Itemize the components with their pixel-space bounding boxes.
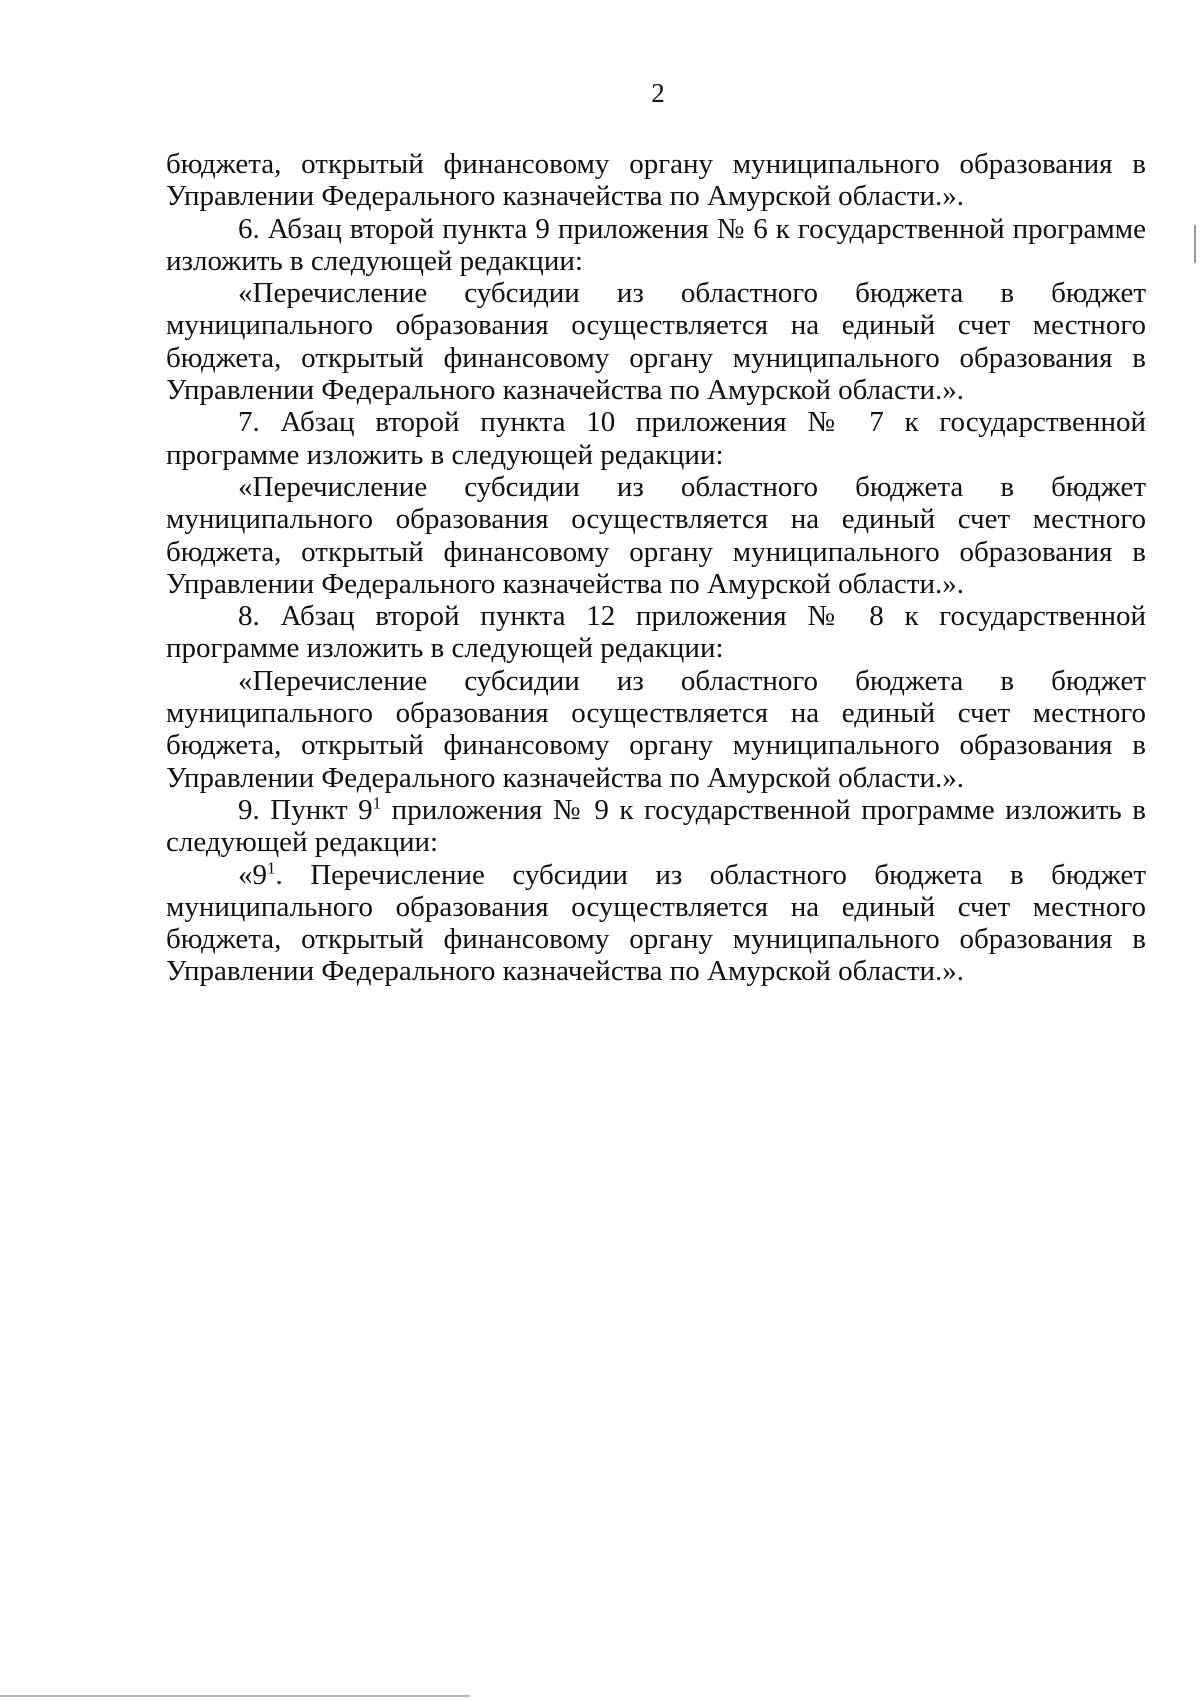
paragraph-item-9: [166, 794, 1146, 859]
item-9-superscript: 1: [372, 793, 382, 813]
item-9-text-end: приложения № 9 к государственной программе изложить в следующей редакции:: [166, 793, 1147, 859]
paragraph-continuation: бюджета, открытый финансовому органу муниципального образования в Управлении Федерального казначейства по Амурской области.».: [166, 148, 1146, 213]
paragraph-quote-8: «Перечисление субсидии из областного бюджета в бюджет муниципального образования осуществляется на единый счет местного бюджета, открытый финансовому органу муниципального образования в Управлении Федерального казначейства по Амурской области.».: [166, 664, 1146, 794]
quote-9-superscript: 1: [267, 857, 276, 877]
paragraph-quote-6: «Перечисление субсидии из областного бюджета в бюджет муниципального образования осуществляется на единый счет местного бюджета, открытый финансовому органу муниципального образования в Управлении Федерального казначейства по Амурской области.».: [166, 277, 1146, 407]
paragraph-quote-9: [166, 859, 1146, 988]
document-body: [166, 148, 1146, 988]
quote-9-text-end: . Перечисление субсидии из областного бюджета в бюджет муниципального образования осуществляется на единый счет местного бюджета, открытый финансовому органу муниципального образования в Управлении Федерального казначейства по Амурской области.».: [166, 858, 1146, 988]
paragraph-item-8: 8. Абзац второй пункта 12 приложения № 8 к государственной программе изложить в следующей редакции:: [166, 600, 1146, 665]
scan-bottom-line: [0, 1695, 470, 1697]
scan-edge-mark: [1194, 225, 1196, 263]
paragraph-quote-7: «Перечисление субсидии из областного бюджета в бюджет муниципального образования осуществляется на единый счет местного бюджета, открытый финансовому органу муниципального образования в Управлении Федерального казначейства по Амурской области.».: [166, 470, 1146, 600]
item-9-text-start: 9. Пункт 9: [238, 793, 373, 826]
quote-9-text-start: «9: [238, 858, 267, 891]
paragraph-item-7: 7. Абзац второй пункта 10 приложения № 7 к государственной программе изложить в следующей редакции:: [166, 406, 1146, 471]
page-number: 2: [651, 78, 665, 108]
paragraph-item-6: 6. Абзац второй пункта 9 приложения № 6 к государственной программе изложить в следующей редакции:: [166, 212, 1146, 277]
